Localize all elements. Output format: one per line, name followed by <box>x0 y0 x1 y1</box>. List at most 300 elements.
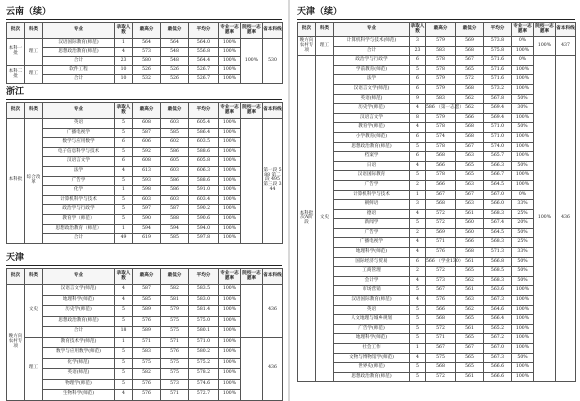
max-score-cell: 573 <box>426 276 456 286</box>
count-cell: 4 <box>410 104 426 114</box>
count-cell: 6 <box>115 157 133 167</box>
header-cell: 科类 <box>25 103 43 119</box>
count-cell: 4 <box>410 238 426 248</box>
avg-score-cell: 605.4 <box>189 119 219 129</box>
count-cell: 4 <box>115 48 133 57</box>
count-cell: 5 <box>410 142 426 152</box>
avg-score-cell: 567.3 <box>484 296 512 306</box>
header-cell: 科类 <box>25 23 43 39</box>
avg-score-cell: 567.0 <box>484 344 512 354</box>
page-gutter <box>288 0 290 401</box>
max-score-cell: 566 （学业130） <box>426 257 456 267</box>
major-cell: 档案学 <box>334 152 410 162</box>
header-cell: 最低分 <box>161 103 189 119</box>
min-score-cell: 563 <box>456 200 484 210</box>
cutoff-cell: 第一段 588 第二段 495 第三段 344 <box>263 119 283 244</box>
count-cell: 5 <box>115 316 133 327</box>
min-score-cell: 586 <box>161 147 189 157</box>
avg-score-cell: 590.6 <box>189 214 219 224</box>
max-score-cell: 569 <box>426 228 456 238</box>
major-rate-cell: 20% <box>512 219 534 229</box>
major-cell: 文物与博物馆学(师范) <box>334 353 410 363</box>
major-rate-cell: 100% <box>219 186 241 196</box>
major-rate-cell: 100% <box>219 205 241 215</box>
count-cell: 5 <box>410 315 426 325</box>
major-rate-cell: 50% <box>512 228 534 238</box>
major-cell: 德语 <box>334 209 410 219</box>
table-header-row <box>7 23 283 39</box>
min-score-cell: 576 <box>161 348 189 359</box>
max-score-cell: 573 <box>133 48 161 57</box>
major-rate-cell: 100% <box>512 296 534 306</box>
min-score-cell: 568 <box>456 123 484 133</box>
section-title-tianjin: 天津 <box>6 253 25 263</box>
max-score-cell: 619 <box>133 234 161 244</box>
max-score-cell: 576 <box>426 248 456 258</box>
major-cell: 工商管理 <box>334 267 410 277</box>
count-cell: 4 <box>410 161 426 171</box>
min-score-cell: 575 <box>161 369 189 380</box>
min-score-cell: 575 <box>161 327 189 338</box>
major-rate-cell: 50% <box>512 123 534 133</box>
college-rate-cell: 100% <box>241 39 263 84</box>
track-cell: 理工 <box>25 66 43 84</box>
avg-score-cell: 588.6 <box>189 176 219 186</box>
major-cell: 思想政治教育(师范) <box>43 316 115 327</box>
major-rate-cell: 100% <box>512 286 534 296</box>
min-score-cell: 562 <box>456 104 484 114</box>
avg-score-cell: 575.2 <box>189 358 219 369</box>
count-cell: 5 <box>410 372 426 382</box>
major-cell: 广告学 <box>334 180 410 190</box>
header-cell: 批次 <box>7 23 25 39</box>
major-cell: 广告学 <box>43 176 115 186</box>
min-score-cell: 568 <box>456 84 484 94</box>
min-score-cell: 587 <box>161 205 189 215</box>
max-score-cell: 598 <box>133 186 161 196</box>
table-row <box>7 119 283 129</box>
table-row <box>298 37 576 47</box>
major-rate-cell: 0% <box>512 190 534 200</box>
major-rate-cell: 100% <box>219 234 241 244</box>
major-rate-cell: 100% <box>512 142 534 152</box>
avg-score-cell: 571.0 <box>484 132 512 142</box>
count-cell: 10 <box>115 75 133 84</box>
count-cell: 4 <box>410 123 426 133</box>
avg-score-cell: 571.0 <box>189 337 219 348</box>
min-score-cell: 603 <box>161 195 189 205</box>
min-score-cell: 571 <box>161 390 189 401</box>
max-score-cell: 564 <box>133 39 161 48</box>
major-cell: 地理科学(师范) <box>334 334 410 344</box>
max-score-cell: 587 <box>133 128 161 138</box>
min-score-cell: 579 <box>161 306 189 317</box>
header-cell: 平均分 <box>189 103 219 119</box>
avg-score-cell: 573.2 <box>484 84 512 94</box>
max-score-cell: 576 <box>133 390 161 401</box>
header-cell: 专业一志愿率 <box>219 103 241 119</box>
min-score-cell: 561 <box>456 372 484 382</box>
header-cell: 院校一志愿率 <box>241 23 263 39</box>
major-cell: 化学 <box>43 186 115 196</box>
count-cell: 9 <box>410 94 426 104</box>
avg-score-cell: 568.5 <box>484 267 512 277</box>
major-cell: 计算机科学与技术 <box>334 190 410 200</box>
max-score-cell: 526 <box>133 66 161 75</box>
major-cell: 历史学(师范) <box>43 306 115 317</box>
avg-score-cell: 583.5 <box>189 285 219 296</box>
count-cell: 4 <box>115 390 133 401</box>
avg-score-cell: 566.0 <box>484 200 512 210</box>
avg-score-cell: 566.6 <box>484 372 512 382</box>
count-cell: 10 <box>115 66 133 75</box>
max-score-cell: 608 <box>133 157 161 167</box>
header-cell: 录取人数 <box>115 103 133 119</box>
major-cell: 人文地理与城乡规划 <box>334 315 410 325</box>
count-cell: 5 <box>115 379 133 390</box>
count-cell: 6 <box>410 257 426 267</box>
table-tianjin <box>6 268 283 401</box>
track-cell: 文史 <box>316 56 334 382</box>
major-cell: 化学(师范) <box>43 358 115 369</box>
max-score-cell: 608 <box>133 119 161 129</box>
max-score-cell: 576 <box>133 379 161 390</box>
count-cell: 4 <box>410 353 426 363</box>
count-cell: 6 <box>410 132 426 142</box>
major-cell: 日语 <box>334 161 410 171</box>
avg-score-cell: 569.4 <box>484 113 512 123</box>
min-score-cell: 563 <box>456 180 484 190</box>
min-score-cell: 566 <box>456 238 484 248</box>
min-score-cell: 567 <box>456 56 484 66</box>
table-tianjin-continued <box>297 22 576 382</box>
count-cell: 4 <box>410 248 426 258</box>
min-score-cell: 582 <box>161 285 189 296</box>
major-rate-cell: 100% <box>512 344 534 354</box>
header-cell: 专业一志愿率 <box>219 23 241 39</box>
header-cell: 平均分 <box>189 269 219 285</box>
major-rate-cell: 50% <box>512 267 534 277</box>
count-cell: 1 <box>115 337 133 348</box>
major-rate-cell: 50% <box>512 276 534 286</box>
college-rate-cell <box>241 337 263 400</box>
max-score-cell: 566 <box>426 180 456 190</box>
major-rate-cell: 33% <box>512 248 534 258</box>
major-rate-cell: 50% <box>512 161 534 171</box>
major-rate-cell: 100% <box>219 369 241 380</box>
table-yunnan <box>6 22 283 84</box>
min-score-cell: 567 <box>456 190 484 200</box>
max-score-cell: 572 <box>426 372 456 382</box>
header-cell: 录取人数 <box>410 23 426 37</box>
max-score-cell: 583 <box>426 46 456 56</box>
count-cell: 5 <box>115 176 133 186</box>
max-score-cell: 579 <box>426 113 456 123</box>
max-score-cell: 579 <box>426 75 456 85</box>
min-score-cell: 581 <box>161 295 189 306</box>
major-cell: 广播电视学 <box>334 238 410 248</box>
section-title-yunnan: 云南（续） <box>6 7 52 17</box>
max-score-cell: 586 （第一志愿） <box>426 104 456 114</box>
major-cell: 物理学(师范) <box>43 379 115 390</box>
min-score-cell: 565 <box>456 315 484 325</box>
count-cell: 5 <box>410 65 426 75</box>
max-score-cell: 568 <box>426 315 456 325</box>
major-rate-cell: 100% <box>512 324 534 334</box>
header-cell: 专业一志愿率 <box>512 23 534 37</box>
table-row <box>7 39 283 48</box>
avg-score-cell: 597.8 <box>189 234 219 244</box>
major-rate-cell: 100% <box>219 57 241 66</box>
avg-score-cell: 565.2 <box>484 324 512 334</box>
max-score-cell: 589 <box>133 327 161 338</box>
avg-score-cell: 594.0 <box>189 224 219 234</box>
avg-score-cell: 605.8 <box>189 157 219 167</box>
major-rate-cell: 100% <box>512 152 534 162</box>
min-score-cell: 560 <box>456 219 484 229</box>
table-header-row <box>7 103 283 119</box>
major-cell: 数学与应用数学(师范) <box>43 348 115 359</box>
count-cell: 6 <box>410 84 426 94</box>
max-score-cell: 590 <box>133 214 161 224</box>
min-score-cell: 561 <box>456 209 484 219</box>
avg-score-cell: 580.1 <box>189 327 219 338</box>
avg-score-cell: 566.3 <box>484 161 512 171</box>
count-cell: 3 <box>410 200 426 210</box>
count-cell: 5 <box>115 147 133 157</box>
min-score-cell: 561 <box>456 324 484 334</box>
avg-score-cell: 568.3 <box>484 238 512 248</box>
major-cell: 市场营销 <box>334 286 410 296</box>
major-cell: 教育学（师范） <box>43 214 115 224</box>
major-cell: 历史学(师范) <box>334 104 410 114</box>
max-score-cell: 567 <box>426 344 456 354</box>
max-score-cell: 574 <box>426 132 456 142</box>
header-cell: 省本科线 <box>263 269 283 285</box>
min-score-cell: 561 <box>456 286 484 296</box>
count-cell: 4 <box>115 285 133 296</box>
avg-score-cell: 567.0 <box>484 190 512 200</box>
header-cell: 批次 <box>7 103 25 119</box>
cutoff-cell: 530 <box>263 39 283 84</box>
major-cell: 汉语言文学 <box>334 113 410 123</box>
header-cell: 专业 <box>43 269 115 285</box>
major-rate-cell: 33% <box>512 200 534 210</box>
avg-score-cell: 571.3 <box>484 248 512 258</box>
avg-score-cell: 567.8 <box>484 94 512 104</box>
count-cell: 5 <box>115 369 133 380</box>
major-cell: 小学教育(师范) <box>334 132 410 142</box>
min-score-cell: 586 <box>161 176 189 186</box>
min-score-cell: 564 <box>161 39 189 48</box>
min-score-cell: 565 <box>456 353 484 363</box>
major-cell: 会计学 <box>334 276 410 286</box>
max-score-cell: 587 <box>133 285 161 296</box>
avg-score-cell: 586.4 <box>189 128 219 138</box>
min-score-cell: 572 <box>456 75 484 85</box>
header-cell: 省本科线 <box>263 23 283 39</box>
batch-cell: 晚方向农村专项 <box>298 37 316 56</box>
cutoff-cell: 436 <box>556 56 576 382</box>
max-score-cell: 578 <box>426 65 456 75</box>
header-cell: 平均分 <box>189 23 219 39</box>
min-score-cell: 565 <box>456 334 484 344</box>
max-score-cell: 532 <box>133 75 161 84</box>
max-score-cell: 572 <box>426 267 456 277</box>
major-cell: 思想政治教育(师范) <box>334 142 410 152</box>
major-cell: 合计 <box>43 57 115 66</box>
avg-score-cell: 572.7 <box>189 390 219 401</box>
avg-score-cell: 566.4 <box>484 315 512 325</box>
track-cell: 理工 <box>316 37 334 56</box>
min-score-cell: 562 <box>456 94 484 104</box>
count-cell: 4 <box>410 276 426 286</box>
max-score-cell: 579 <box>426 37 456 47</box>
max-score-cell: 572 <box>426 219 456 229</box>
avg-score-cell: 564.5 <box>484 180 512 190</box>
max-score-cell: 597 <box>133 205 161 215</box>
major-rate-cell: 100% <box>512 113 534 123</box>
count-cell: 18 <box>115 327 133 338</box>
min-score-cell: 568 <box>456 248 484 258</box>
cutoff-cell: 437 <box>556 37 576 56</box>
avg-score-cell: 565.7 <box>484 152 512 162</box>
major-cell: 软件工程 <box>43 66 115 75</box>
count-cell: 5 <box>410 305 426 315</box>
major-rate-cell: 100% <box>219 75 241 84</box>
major-cell: 合计 <box>334 46 410 56</box>
section-title-zhejiang: 浙江 <box>6 87 25 97</box>
major-cell: 汉语言文学 <box>43 157 115 167</box>
header-cell: 最低分 <box>456 23 484 37</box>
count-cell: 23 <box>410 46 426 56</box>
avg-score-cell: 583.0 <box>189 295 219 306</box>
max-score-cell: 568 <box>426 152 456 162</box>
college-rate-cell <box>241 119 263 244</box>
max-score-cell: 571 <box>426 238 456 248</box>
max-score-cell: 583 <box>133 348 161 359</box>
count-cell: 8 <box>410 113 426 123</box>
table-zhejiang <box>6 102 283 244</box>
count-cell: 5 <box>115 128 133 138</box>
max-score-cell: 568 <box>426 363 456 373</box>
min-score-cell: 603 <box>161 166 189 176</box>
count-cell: 5 <box>410 363 426 373</box>
count-cell: 5 <box>410 324 426 334</box>
header-cell: 录取人数 <box>115 23 133 39</box>
avg-score-cell: 526.7 <box>189 75 219 84</box>
major-rate-cell: 100% <box>219 166 241 176</box>
major-cell: 教育技术学(师范) <box>43 337 115 348</box>
major-rate-cell: 100% <box>219 66 241 75</box>
count-cell: 6 <box>115 138 133 148</box>
avg-score-cell: 526.7 <box>189 66 219 75</box>
count-cell: 5 <box>410 219 426 229</box>
max-score-cell: 568 <box>426 200 456 210</box>
max-score-cell: 582 <box>133 369 161 380</box>
max-score-cell: 579 <box>426 84 456 94</box>
header-cell: 最低分 <box>161 269 189 285</box>
header-cell: 科类 <box>25 269 43 285</box>
table-row <box>7 285 283 296</box>
min-score-cell: 605 <box>161 157 189 167</box>
major-rate-cell: 50% <box>512 353 534 363</box>
avg-score-cell: 556.8 <box>189 48 219 57</box>
batch-cell: 本科批次A阶段 <box>298 56 316 382</box>
major-rate-cell: 100% <box>219 195 241 205</box>
min-score-cell: 586 <box>161 186 189 196</box>
min-score-cell: 565 <box>456 363 484 373</box>
count-cell: 1 <box>115 224 133 234</box>
count-cell: 2 <box>410 228 426 238</box>
avg-score-cell: 568.3 <box>484 276 512 286</box>
major-rate-cell: 100% <box>512 315 534 325</box>
avg-score-cell: 564.0 <box>189 39 219 48</box>
count-cell: 6 <box>410 152 426 162</box>
avg-score-cell: 564.6 <box>484 305 512 315</box>
count-cell: 4 <box>115 295 133 306</box>
min-score-cell: 568 <box>456 132 484 142</box>
major-cell: 计算机科学与技术 <box>43 195 115 205</box>
max-score-cell: 594 <box>133 224 161 234</box>
college-rate-cell: 100% <box>534 37 556 56</box>
min-score-cell: 562 <box>456 276 484 286</box>
max-score-cell: 606 <box>133 138 161 148</box>
avg-score-cell: 567.2 <box>484 334 512 344</box>
major-cell: 思想政治教育（师范） <box>43 224 115 234</box>
college-rate-cell: 100% <box>534 56 556 382</box>
avg-score-cell: 564.5 <box>484 228 512 238</box>
major-cell: 英语(师范) <box>43 369 115 380</box>
major-cell: 合计 <box>43 327 115 338</box>
count-cell: 5 <box>410 286 426 296</box>
major-rate-cell: 100% <box>512 305 534 315</box>
major-cell: 新闻学 <box>334 219 410 229</box>
header-cell: 专业一志愿率 <box>219 269 241 285</box>
max-score-cell: 566 <box>426 305 456 315</box>
header-cell: 专业 <box>43 103 115 119</box>
major-rate-cell: 100% <box>219 379 241 390</box>
major-cell: 汉语言文学(师范) <box>43 285 115 296</box>
cutoff-cell: 436 <box>263 337 283 400</box>
avg-score-cell: 566.6 <box>484 363 512 373</box>
major-rate-cell: 100% <box>219 306 241 317</box>
avg-score-cell: 571.0 <box>484 123 512 133</box>
min-score-cell: 565 <box>456 161 484 171</box>
min-score-cell: 548 <box>161 57 189 66</box>
max-score-cell: 585 <box>133 295 161 306</box>
section-rule <box>6 99 282 100</box>
major-cell: 电子信息科学与技术 <box>43 147 115 157</box>
major-cell: 英语(师范) <box>334 94 410 104</box>
major-cell: 法学 <box>334 75 410 85</box>
max-score-cell: 603 <box>133 195 161 205</box>
major-rate-cell: 100% <box>219 157 241 167</box>
avg-score-cell: 575.0 <box>189 316 219 327</box>
avg-score-cell: 588.6 <box>189 147 219 157</box>
avg-score-cell: 566.7 <box>484 171 512 181</box>
max-score-cell: 576 <box>133 316 161 327</box>
min-score-cell: 565 <box>456 267 484 277</box>
major-rate-cell: 100% <box>219 316 241 327</box>
major-cell: 广播电视学 <box>43 128 115 138</box>
max-score-cell: 583 <box>426 94 456 104</box>
count-cell: 5 <box>115 119 133 129</box>
avg-score-cell: 603.5 <box>189 138 219 148</box>
min-score-cell: 526 <box>161 66 189 75</box>
min-score-cell: 585 <box>161 234 189 244</box>
major-cell: 计算机科学与技术(师范) <box>334 37 410 47</box>
